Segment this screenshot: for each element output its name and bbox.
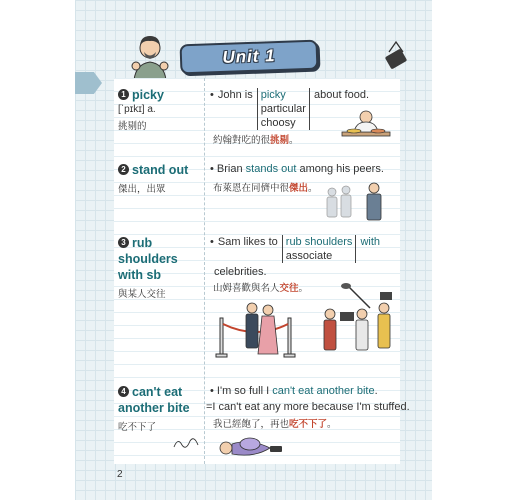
term-chinese: 傑出，出眾: [118, 184, 166, 195]
term-word: picky: [132, 88, 164, 102]
term-stand-out: [118, 162, 204, 195]
example-picky: • John is picky particular choosy about food.: [210, 89, 370, 129]
unit-title: Unit 1: [222, 46, 276, 67]
celebrities-red-carpet-illustration: [212, 278, 402, 368]
term-word-line: can't eat: [132, 385, 183, 399]
example-rub-shoulders: • Sam likes to rub shoulders associate with celebrities.: [210, 236, 380, 278]
translation-rub-shoulders: 山姆喜歡與名人交往。: [213, 283, 309, 294]
term-word-line: rub: [132, 236, 153, 250]
term-word-line: another bite: [118, 401, 190, 415]
column-divider: [204, 78, 205, 464]
translation-stand-out: 布萊恩在同儕中很傑出。: [213, 183, 318, 194]
man-thumbs-up-illustration: [128, 28, 172, 80]
option-associate: associate: [285, 250, 333, 262]
man-eating-illustration: [340, 108, 392, 144]
example-post: about food.: [313, 89, 370, 101]
option-picky: picky: [260, 89, 286, 101]
stuffed-person-illustration: [214, 432, 284, 462]
binder-clip-icon: [385, 40, 407, 70]
translation-picky: 約翰對吃的很挑剔。: [213, 135, 299, 146]
translation-cant-eat: 我已經飽了，再也吃不下了。: [213, 419, 337, 430]
peers-group-illustration: [322, 180, 392, 222]
term-chinese: 吃不下了: [118, 422, 157, 433]
option-rub-shoulders: rub shoulders: [285, 236, 353, 248]
term-chinese: 與某人交往: [118, 289, 166, 300]
entry-number: 3: [118, 237, 129, 248]
term-picky: [118, 87, 204, 132]
term-chinese: 挑剔的: [118, 121, 147, 132]
example-post: celebrities.: [214, 266, 267, 278]
term-word-line: shoulders: [118, 252, 178, 266]
example-pre: John is: [217, 89, 253, 101]
unit-title-banner: [180, 40, 319, 75]
option-choosy: choosy: [260, 117, 296, 129]
signature-doodle: [172, 433, 202, 453]
entry-number: 2: [118, 164, 129, 175]
option-particular: particular: [260, 103, 306, 115]
term-word: stand out: [132, 163, 189, 177]
term-phonetic: [ˋpɪkɪ] a.: [118, 104, 156, 115]
term-word-line: with sb: [118, 268, 162, 282]
page-number: 2: [117, 469, 123, 480]
term-cant-eat-another-bite: [118, 384, 204, 433]
example-stand-out: • Brian stands out among his peers.: [210, 163, 384, 175]
example-cant-eat: • I'm so full I can't eat another bite. =I can't eat any more because I'm stuffed.: [206, 385, 410, 413]
term-rub-shoulders: [118, 235, 204, 300]
entry-number: 1: [118, 89, 129, 100]
example-alternate: =I can't eat any more because I'm stuffed.: [206, 401, 410, 413]
entry-number: 4: [118, 386, 129, 397]
